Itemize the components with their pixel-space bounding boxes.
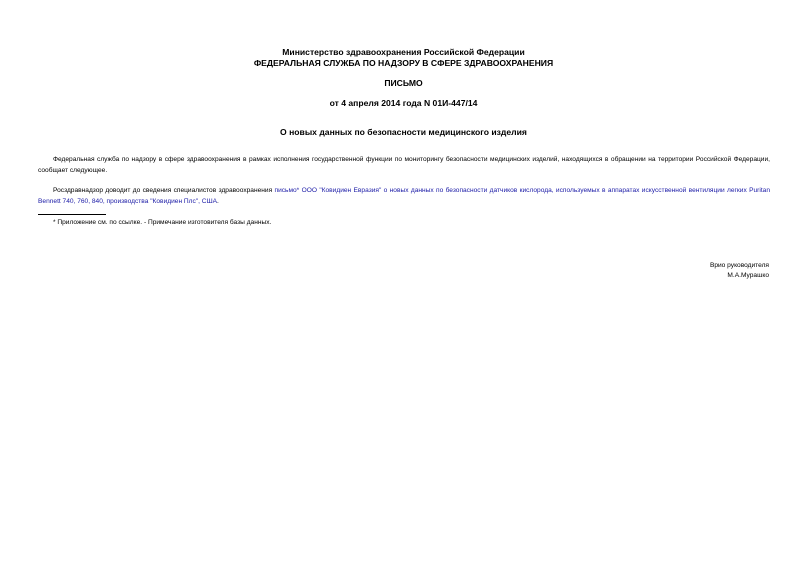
document-kind: ПИСЬМО: [384, 78, 423, 88]
ministry-name: Министерство здравоохранения Российской Федерации: [282, 47, 525, 57]
signatory-position: Врио руководителя: [709, 262, 769, 269]
body-paragraph-1: Федеральная служба по надзору в сфере здравоохранения в рамках исполнения государственной функции по мониторингу безопасности медицинских изделий, находящихся в обращении на территории Российской Федерации, сообщает следующее.: [38, 156, 770, 174]
paragraph-2-end: .: [217, 197, 219, 205]
body-paragraph-2: [38, 186, 770, 207]
paragraph-2-text: Росздравнадзор доводит до сведения специалистов здравоохранения: [53, 187, 275, 194]
document-subject: О новых данных по безопасности медицинского изделия: [280, 127, 527, 137]
service-name: ФЕДЕРАЛЬНАЯ СЛУЖБА ПО НАДЗОРУ В СФЕРЕ ЗДРАВООХРАНЕНИЯ: [253, 58, 554, 68]
letter-attachment-link[interactable]: письмо* ООО "Ковидиен Евразия" о новых данных по безопасности датчиков кислорода, используемых в аппаратах искусственной вентиляции легких Puritan Bennett 740, 760, 840, производства "Ковидиен Плс", США: [38, 187, 770, 205]
footnote-separator: [38, 214, 106, 215]
footnote-text: * Приложение см. по ссылке. - Примечание изготовителя базы данных.: [53, 219, 272, 226]
document-date-number: от 4 апреля 2014 года N 01И-447/14: [329, 98, 478, 108]
signatory-name: М.А.Мурашко: [727, 272, 769, 279]
